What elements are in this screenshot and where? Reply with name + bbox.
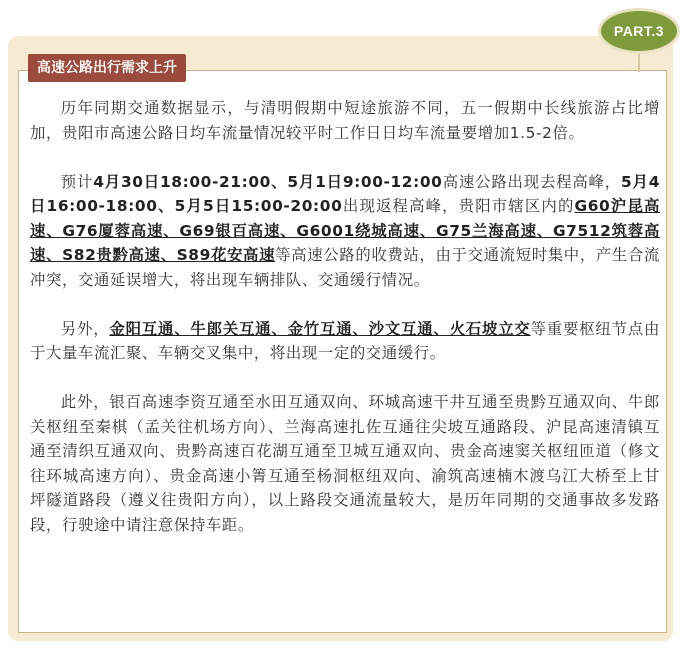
- p2-outbound-peak-times: 4月30日18:00-21:00、5月1日9:00-12:00: [93, 172, 443, 191]
- p2-return-peak-times: 5月4日16:00-18:00、5月5日15:00-20:00: [30, 172, 661, 215]
- paragraph-4: 此外，银百高速李资互通至水田互通双向、环城高速干井互通至贵黔互通双向、牛郎关枢纽至秦棋（孟关往机场方向）、兰海高速扎佐互通往尖坡互通路段、沪昆高速清镇互通至清织互通双向、贵黔高速百花湖互通至卫城互通双向、贵金高速窦关枢纽匝道（修文往环城高速方向）、贵金高速小箐互通至杨洞枢纽双向、渝筑高速楠木渡乌江大桥至上甘坪隧道路段（遵义往贵阳方向），以上路段交通流量较大，是历年同期的交通事故多发路段，行驶途中请注意保持车距。: [30, 393, 660, 534]
- paragraph-1: 历年同期交通数据显示，与清明假期中短途旅游不同，五一假期中长线旅游占比增加，贵阳市高速公路日均车流量情况较平时工作日日均车流量要增加1.5-2倍。: [30, 99, 660, 142]
- p2-highway-list: G60沪昆高速、G76厦蓉高速、G69银百高速、G6001绕城高速、G75兰海高速、G7512筑蓉高速、S82贵黔高速、S89花安高速: [30, 197, 660, 264]
- part-badge: PART.3: [598, 8, 680, 54]
- article-body: [30, 96, 660, 562]
- p2-text-3: 出现返程高峰，贵阳市辖区内的: [342, 197, 575, 215]
- section-title: 高速公路出行需求上升: [28, 54, 186, 82]
- paragraph-2: [30, 170, 660, 293]
- p3-interchange-list: 金阳互通、牛郎关互通、金竹互通、沙文互通、火石坡立交: [109, 319, 531, 338]
- p3-text-2: 等重要枢纽节点由于大量车流汇聚、车辆交叉集中，将出现一定的交通缓行。: [30, 319, 660, 362]
- p3-text-1: 另外，: [60, 319, 110, 338]
- p2-text-2: 高速公路出现去程高峰，: [442, 172, 621, 191]
- p2-text-1: 预计: [60, 172, 94, 191]
- p2-text-4: 等高速公路的收费站，由于交通流短时集中，产生合流冲突，交通延误增大，将出现车辆排队、交通缓行情况。: [30, 246, 660, 289]
- part-badge-group: [596, 6, 682, 68]
- paragraph-3: [30, 317, 660, 366]
